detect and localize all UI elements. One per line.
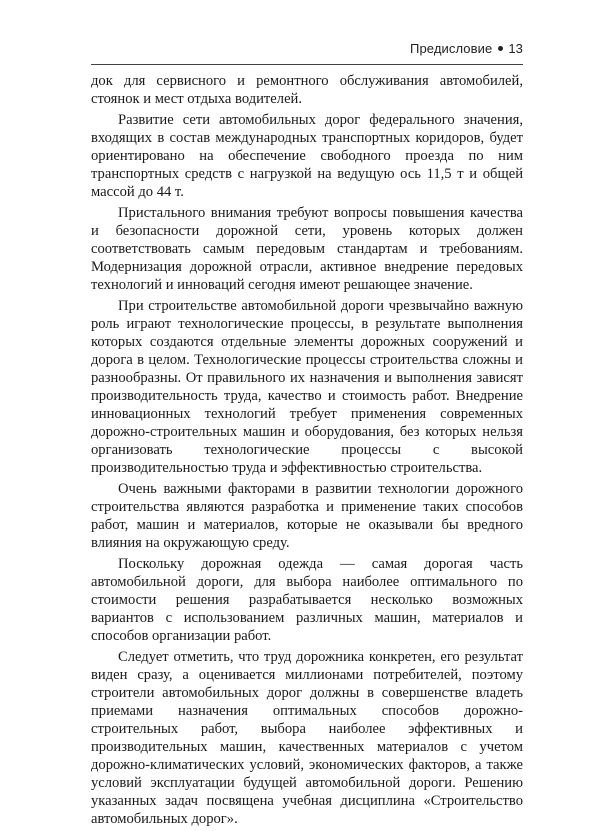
- paragraph: Развитие сети автомобильных дорог федерального значения, входящих в состав международных транспортных коридоров, будет ориентировано на обеспечение свободного проезда по ним транспортных средств с нагрузкой на ведущую ось 11,5 т и общей массой до 44 т.: [91, 112, 523, 200]
- running-header: [0, 41, 523, 56]
- paragraph: Пристального внимания требуют вопросы повышения качества и безопасности дорожной сети, уровень которых должен соответствовать самым передовым стандартам и требованиям. Модернизация дорожной отрасли, активное внедрение передовых технологий и инноваций сегодня имеют решающее значение.: [91, 205, 523, 293]
- paragraph: Очень важными факторами в развитии технологии дорожного строительства являются разработка и применение таких способов работ, машин и материалов, которые не оказывали бы вредного влияния на окружающую среду.: [91, 481, 523, 551]
- paragraph-continued: док для сервисного и ремонтного обслуживания автомобилей, стоянок и мест отдыха водителей.: [91, 73, 523, 107]
- section-title: Предисловие: [410, 41, 493, 56]
- paragraph: Поскольку дорожная одежда — самая дорогая часть автомобильной дороги, для выбора наиболее оптимального по стоимости решения разрабатывается несколько возможных вариантов с использованием различных машин, материалов и способов организации работ.: [91, 556, 523, 644]
- body-text: [91, 72, 523, 831]
- page-number: 13: [508, 41, 523, 56]
- header-rule: [91, 64, 523, 65]
- paragraph: Следует отметить, что труд дорожника конкретен, его результат виден сразу, а оценивается миллионами потребителей, поэтому строители автомобильных дорог должны в совершенстве владеть приемами назначения оптимальных способов дорожно-строительных работ, выбора наиболее эффективных и производительных машин, качественных материалов с учетом дорожно-климатических условий, экономических факторов, а также условий эксплуатации будущей автомобильной дороги. Решению указанных задач посвящена учебная дисциплина «Строительство автомобильных дорог».: [91, 649, 523, 827]
- paragraph: При строительстве автомобильной дороги чрезвычайно важную роль играют технологические процессы, в результате выполнения которых создаются отдельные элементы дорожных сооружений и дорога в целом. Технологические процессы строительства сложны и разнообразны. От правильного их назначения и выполнения зависят производительность труда, качество и стоимость работ. Внедрение инновационных технологий требует применения современных дорожно-строительных машин и оборудования, без которых нельзя организовать технологические процессы с высокой производительностью труда и эффективностью строительства.: [91, 298, 523, 476]
- bullet-separator-icon: [498, 46, 503, 51]
